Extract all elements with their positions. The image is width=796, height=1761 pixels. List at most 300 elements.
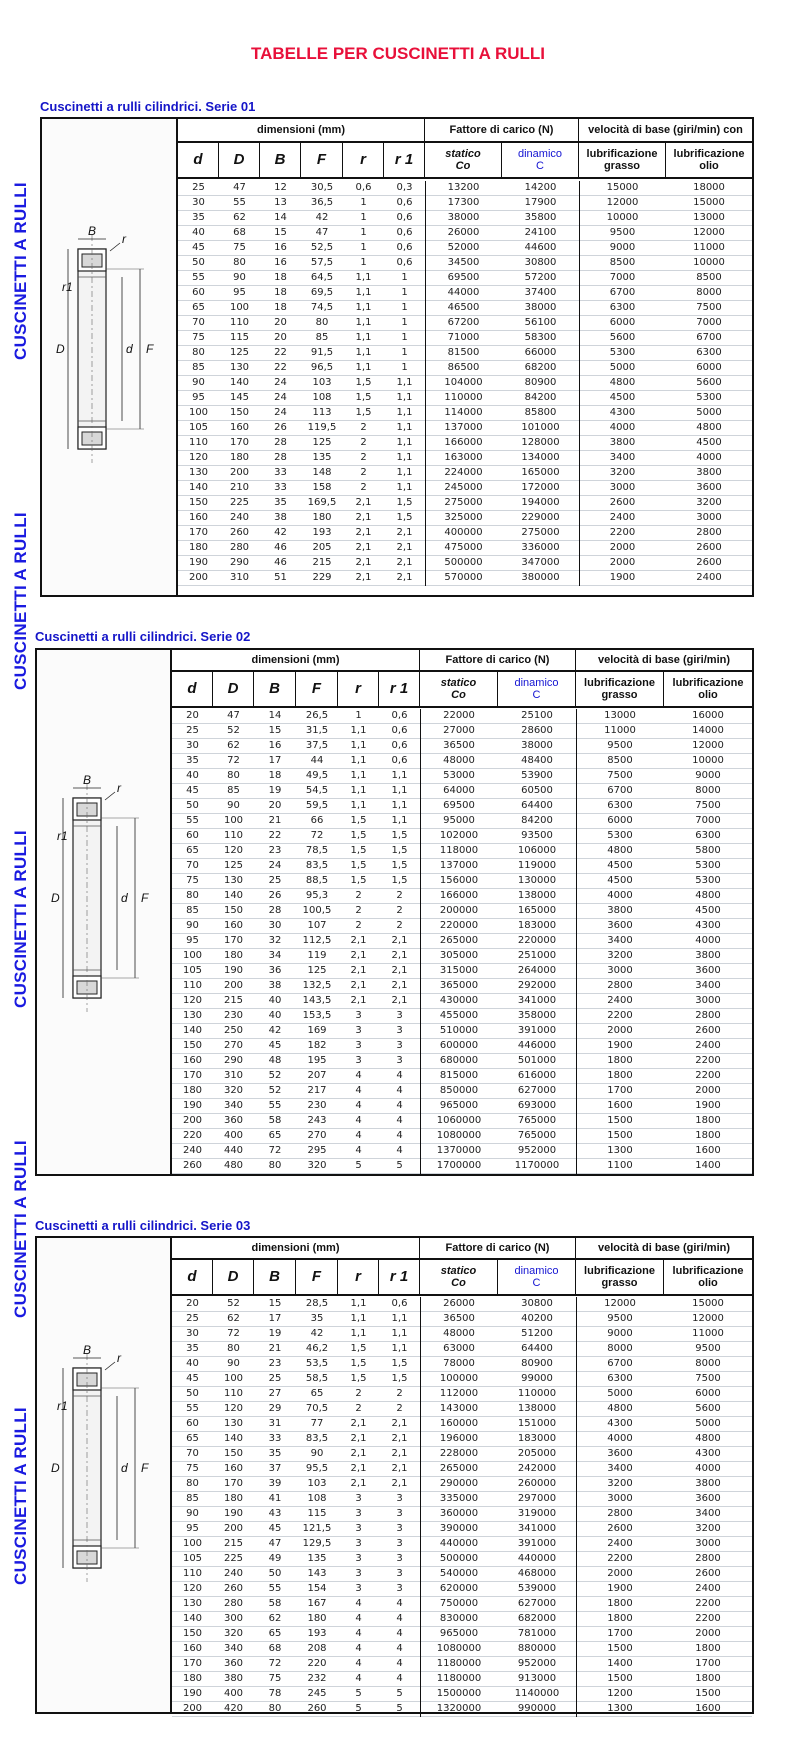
cell-statico: 48000 (443, 755, 475, 766)
cell-statico: 224000 (444, 467, 483, 478)
col-statico (420, 1260, 498, 1294)
cell-statico: 265000 (439, 935, 479, 946)
cell-olio: 15000 (693, 197, 725, 208)
cell-olio: 4300 (695, 920, 721, 931)
cell-r1: 2 (396, 905, 403, 916)
cell-statico: 510000 (439, 1025, 479, 1036)
table-row (178, 361, 752, 376)
cell-D: 310 (229, 572, 250, 583)
cell-olio: 7000 (696, 317, 722, 328)
cell-grasso: 2200 (609, 527, 636, 538)
cell-B: 55 (268, 1583, 282, 1594)
cell-dinamico: 37400 (524, 287, 557, 298)
cell-dinamico: 391000 (517, 1025, 557, 1036)
cell-r: 4 (355, 1628, 362, 1639)
cell-olio: 5300 (695, 875, 721, 886)
cell-dinamico: 205000 (517, 1448, 557, 1459)
cell-r: 2 (355, 890, 362, 901)
cell-B: 35 (268, 1448, 282, 1459)
cell-F: 121,5 (302, 1523, 332, 1534)
cell-D: 125 (223, 860, 244, 871)
cell-olio: 2000 (695, 1085, 721, 1096)
cell-d: 60 (192, 287, 205, 298)
cell-olio: 2800 (695, 1553, 721, 1564)
lub-olio-sub: olio (699, 160, 719, 172)
cell-F: 195 (307, 1055, 327, 1066)
cell-dinamico: 56100 (524, 317, 557, 328)
cell-statico: 620000 (439, 1583, 479, 1594)
cell-r1: 1,1 (396, 482, 413, 493)
cell-dinamico: 220000 (517, 935, 557, 946)
cell-r1: 1,5 (391, 1358, 408, 1369)
cell-r: 3 (355, 1538, 362, 1549)
cell-B: 18 (268, 770, 282, 781)
cell-B: 22 (268, 830, 282, 841)
cell-d: 55 (192, 272, 205, 283)
cell-d: 45 (186, 1373, 199, 1384)
header-dimensioni: dimensioni (mm) (172, 1238, 420, 1258)
cell-grasso: 1500 (607, 1643, 633, 1654)
table-row (172, 1144, 752, 1159)
cell-r: 1,5 (350, 1343, 367, 1354)
cell-r: 1,5 (350, 845, 367, 856)
cell-dinamico: 38000 (524, 302, 557, 313)
bearing-cross-section-svg (42, 119, 178, 595)
cell-grasso: 3800 (607, 905, 633, 916)
col-r: r (338, 1260, 379, 1294)
table-row (178, 466, 752, 481)
cell-grasso: 1500 (607, 1673, 633, 1684)
cell-F: 80 (315, 317, 329, 328)
cell-r: 1,5 (350, 860, 367, 871)
cell-grasso: 4500 (607, 860, 633, 871)
cell-statico: 680000 (439, 1055, 479, 1066)
lub-grasso-sub: grasso (603, 160, 641, 172)
cell-F: 28,5 (305, 1298, 329, 1309)
cell-statico: 36500 (443, 740, 475, 751)
label-D: D (51, 891, 60, 905)
col-D: D (219, 143, 260, 177)
table-row (178, 271, 752, 286)
table-row (178, 331, 752, 346)
cell-D: 400 (223, 1688, 244, 1699)
cell-dinamico: 24100 (524, 227, 557, 238)
cell-dinamico: 151000 (517, 1418, 557, 1429)
cell-statico: 965000 (439, 1100, 479, 1111)
cell-grasso: 3600 (607, 1448, 633, 1459)
cell-grasso: 9500 (609, 227, 636, 238)
bearing-drawing (37, 1238, 172, 1712)
cell-r: 2 (355, 920, 362, 931)
cell-F: 96,5 (310, 362, 334, 373)
cell-olio: 3000 (695, 1538, 721, 1549)
cell-r1: 3 (396, 1010, 403, 1021)
header-row-columns (172, 1260, 752, 1296)
cell-grasso: 3000 (607, 965, 633, 976)
cell-grasso: 15000 (606, 182, 639, 193)
cell-F: 230 (307, 1100, 327, 1111)
col-r: r (343, 143, 384, 177)
cell-B: 24 (274, 407, 287, 418)
dinamico-symbol: C (532, 689, 541, 701)
cell-dinamico: 358000 (517, 1010, 557, 1021)
cell-d: 50 (186, 1388, 199, 1399)
cell-olio: 5300 (696, 392, 722, 403)
cell-olio: 5000 (695, 1418, 721, 1429)
table-row (178, 226, 752, 241)
cell-dinamico: 51200 (521, 1328, 553, 1339)
cell-r: 2,1 (355, 542, 372, 553)
cell-D: 180 (229, 452, 250, 463)
cell-B: 72 (268, 1658, 282, 1669)
cell-statico: 1180000 (436, 1658, 482, 1669)
cell-olio: 4800 (695, 890, 721, 901)
cell-F: 135 (307, 1553, 327, 1564)
col-r1: r 1 (379, 672, 420, 706)
cell-olio: 7500 (696, 302, 722, 313)
cell-olio: 1400 (695, 1160, 721, 1171)
cell-F: 232 (307, 1673, 327, 1684)
table-row (172, 1657, 752, 1672)
cell-F: 180 (312, 512, 332, 523)
cell-r: 4 (355, 1130, 362, 1141)
cell-grasso: 12000 (606, 197, 639, 208)
table-row (178, 406, 752, 421)
cell-B: 18 (274, 287, 287, 298)
cell-dinamico: 693000 (517, 1100, 557, 1111)
cell-D: 270 (223, 1040, 244, 1051)
cell-D: 310 (223, 1070, 244, 1081)
cell-grasso: 1300 (607, 1703, 633, 1714)
label-r1: r1 (57, 1399, 68, 1413)
cell-r1: 1,1 (396, 392, 413, 403)
cell-B: 45 (268, 1040, 282, 1051)
cell-grasso: 3000 (607, 1493, 633, 1504)
table-row (178, 346, 752, 361)
dinamico-symbol: C (532, 1277, 541, 1289)
cell-dinamico: 347000 (521, 557, 560, 568)
cell-grasso: 10000 (606, 212, 639, 223)
table-row (172, 1069, 752, 1084)
cell-D: 380 (223, 1673, 244, 1684)
cell-r1: 1,1 (391, 770, 408, 781)
cell-r1: 2 (396, 920, 403, 931)
cell-d: 35 (192, 212, 205, 223)
cell-dinamico: 264000 (517, 965, 557, 976)
table-row (172, 739, 752, 754)
cell-D: 230 (223, 1010, 244, 1021)
cell-statico: 430000 (439, 995, 479, 1006)
cell-dinamico: 66000 (524, 347, 557, 358)
cell-olio: 5300 (695, 860, 721, 871)
cell-r1: 0,6 (391, 710, 408, 721)
cell-d: 140 (188, 482, 209, 493)
cell-grasso: 2200 (607, 1553, 633, 1564)
cell-statico: 830000 (439, 1613, 479, 1624)
cell-F: 35 (310, 1313, 324, 1324)
lub-olio-label: lubrificazione (673, 148, 745, 160)
col-lub-grasso (576, 672, 664, 706)
col-B: B (254, 1260, 296, 1294)
cell-dinamico: 58300 (524, 332, 557, 343)
cell-r1: 1 (401, 272, 408, 283)
cell-r: 3 (355, 1025, 362, 1036)
header-row-group (172, 650, 752, 672)
cell-grasso: 2400 (609, 512, 636, 523)
cell-grasso: 1800 (607, 1070, 633, 1081)
table-row (172, 1387, 752, 1402)
cell-olio: 3000 (695, 995, 721, 1006)
cell-olio: 12000 (693, 227, 725, 238)
cell-B: 52 (268, 1070, 282, 1081)
cell-r: 2 (360, 482, 367, 493)
label-r1: r1 (62, 280, 73, 294)
table-row (172, 874, 752, 889)
table-row (172, 1567, 752, 1582)
cell-r1: 2,1 (391, 1433, 408, 1444)
cell-d: 85 (186, 905, 199, 916)
section-title: Cuscinetti a rulli cilindrici. Serie 03 (35, 1218, 251, 1233)
cell-D: 90 (227, 1358, 240, 1369)
cell-olio: 7500 (695, 800, 721, 811)
cell-olio: 2400 (696, 572, 722, 583)
label-D: D (51, 1461, 60, 1475)
cell-B: 29 (268, 1403, 282, 1414)
cell-F: 42 (315, 212, 329, 223)
cell-F: 65 (310, 1388, 324, 1399)
cell-olio: 5000 (696, 407, 722, 418)
cell-dinamico: 44600 (524, 242, 557, 253)
cell-d: 120 (188, 452, 209, 463)
cell-d: 130 (188, 467, 209, 478)
cell-r: 2 (360, 437, 367, 448)
cell-d: 105 (182, 1553, 203, 1564)
cell-statico: 390000 (439, 1523, 479, 1534)
cell-d: 30 (186, 1328, 199, 1339)
cell-dinamico: 229000 (521, 512, 560, 523)
cell-F: 207 (307, 1070, 327, 1081)
cell-D: 55 (233, 197, 246, 208)
cell-statico: 26000 (443, 1298, 475, 1309)
cell-grasso: 6300 (609, 302, 636, 313)
cell-d: 130 (182, 1010, 203, 1021)
cell-olio: 3200 (696, 497, 722, 508)
cell-statico: 1080000 (436, 1130, 482, 1141)
cell-r1: 5 (396, 1703, 403, 1714)
cell-B: 33 (274, 467, 287, 478)
cell-B: 28 (274, 437, 287, 448)
cell-F: 270 (307, 1130, 327, 1141)
cell-r1: 2 (396, 1403, 403, 1414)
table-row (172, 844, 752, 859)
table-row (172, 1537, 752, 1552)
cell-grasso: 2000 (607, 1025, 633, 1036)
cell-dinamico: 765000 (517, 1130, 557, 1141)
cell-statico: 110000 (444, 392, 483, 403)
cell-D: 400 (223, 1130, 244, 1141)
cell-F: 53,5 (305, 1358, 329, 1369)
cell-grasso: 9500 (607, 1313, 633, 1324)
cell-d: 40 (186, 1358, 199, 1369)
cell-grasso: 1100 (607, 1160, 633, 1171)
table-row (172, 1552, 752, 1567)
cell-d: 180 (182, 1085, 203, 1096)
cell-r: 1,1 (350, 1298, 367, 1309)
cell-statico: 36500 (443, 1313, 475, 1324)
cell-F: 70,5 (305, 1403, 329, 1414)
cell-olio: 11000 (692, 1328, 724, 1339)
cell-r: 2,1 (355, 527, 372, 538)
cell-r: 1,1 (355, 287, 372, 298)
cell-dinamico: 138000 (517, 1403, 557, 1414)
cell-D: 170 (223, 935, 244, 946)
table-row (178, 316, 752, 331)
cell-dinamico: 627000 (517, 1085, 557, 1096)
cell-B: 72 (268, 1145, 282, 1156)
cell-grasso: 1700 (607, 1628, 633, 1639)
cell-B: 25 (268, 1373, 282, 1384)
cell-r: 3 (355, 1010, 362, 1021)
cell-B: 65 (268, 1130, 282, 1141)
cell-B: 20 (274, 317, 287, 328)
cell-statico: 196000 (439, 1433, 479, 1444)
cell-olio: 12000 (692, 740, 724, 751)
cell-olio: 2600 (696, 557, 722, 568)
cell-F: 83,5 (305, 860, 329, 871)
table-row (172, 1462, 752, 1477)
cell-B: 15 (274, 227, 287, 238)
cell-F: 154 (307, 1583, 327, 1594)
cell-r1: 1,5 (391, 860, 408, 871)
cell-dinamico: 35800 (524, 212, 557, 223)
cell-statico: 156000 (439, 875, 479, 886)
cell-D: 170 (229, 437, 250, 448)
cell-r: 1,1 (355, 272, 372, 283)
cell-grasso: 1800 (607, 1598, 633, 1609)
cell-grasso: 4500 (609, 392, 636, 403)
cell-d: 200 (182, 1115, 203, 1126)
cell-D: 180 (223, 950, 244, 961)
cell-grasso: 3200 (607, 1478, 633, 1489)
cell-D: 75 (233, 242, 246, 253)
table-row (178, 436, 752, 451)
table-body (172, 709, 752, 1174)
cell-B: 39 (268, 1478, 282, 1489)
cell-B: 20 (274, 332, 287, 343)
cell-dinamico: 85800 (524, 407, 557, 418)
cell-B: 21 (268, 1343, 282, 1354)
cell-dinamico: 68200 (524, 362, 557, 373)
statico-label: statico (440, 677, 477, 689)
cell-olio: 2600 (695, 1025, 721, 1036)
cell-d: 95 (186, 1523, 199, 1534)
cell-olio: 5600 (695, 1403, 721, 1414)
cell-olio: 5800 (695, 845, 721, 856)
table-row (172, 1039, 752, 1054)
cell-grasso: 9000 (609, 242, 636, 253)
statico-symbol: Co (451, 689, 466, 701)
cell-B: 38 (268, 980, 282, 991)
col-statico (420, 672, 498, 706)
cell-statico: 335000 (439, 1493, 479, 1504)
cell-F: 135 (312, 452, 332, 463)
cell-d: 100 (182, 950, 203, 961)
cell-B: 26 (268, 890, 282, 901)
cell-grasso: 1800 (607, 1613, 633, 1624)
cell-grasso: 3400 (607, 935, 633, 946)
cell-dinamico: 781000 (517, 1628, 557, 1639)
cell-D: 150 (223, 1448, 244, 1459)
cell-olio: 3800 (695, 1478, 721, 1489)
lub-grasso-label: lubrificazione (586, 148, 658, 160)
cell-d: 90 (186, 1508, 199, 1519)
cell-r: 1,1 (350, 770, 367, 781)
cell-d: 200 (182, 1703, 203, 1714)
label-d: d (121, 1461, 128, 1475)
col-F: F (296, 672, 338, 706)
cell-D: 210 (229, 482, 250, 493)
cell-r: 1 (360, 197, 367, 208)
cell-F: 245 (307, 1688, 327, 1699)
cell-statico: 570000 (444, 572, 483, 583)
cell-B: 22 (274, 362, 287, 373)
cell-dinamico: 990000 (517, 1703, 557, 1714)
cell-F: 59,5 (305, 800, 329, 811)
cell-B: 46 (274, 542, 287, 553)
cell-dinamico: 880000 (517, 1643, 557, 1654)
cell-r1: 0,6 (396, 257, 413, 268)
cell-d: 180 (188, 542, 209, 553)
cell-F: 91,5 (310, 347, 334, 358)
cell-d: 90 (192, 377, 205, 388)
cell-olio: 2800 (696, 527, 722, 538)
cell-grasso: 12000 (604, 1298, 636, 1309)
cell-B: 62 (268, 1613, 282, 1624)
cell-D: 160 (229, 422, 250, 433)
cell-d: 130 (182, 1598, 203, 1609)
cell-olio: 1600 (695, 1703, 721, 1714)
cell-r: 4 (355, 1100, 362, 1111)
cell-dinamico: 106000 (517, 845, 557, 856)
cell-r: 2 (355, 905, 362, 916)
cell-D: 100 (229, 302, 250, 313)
cell-d: 60 (186, 830, 199, 841)
cell-dinamico: 64400 (521, 1343, 553, 1354)
table-row (178, 451, 752, 466)
cell-dinamico: 53900 (521, 770, 553, 781)
cell-dinamico: 38000 (521, 740, 553, 751)
label-B: B (83, 773, 92, 787)
cell-grasso: 2400 (607, 1538, 633, 1549)
cell-r: 1 (360, 212, 367, 223)
table-row (178, 211, 752, 226)
cell-r: 4 (355, 1673, 362, 1684)
cell-D: 140 (229, 377, 250, 388)
col-lub-olio (666, 143, 752, 177)
column-divider (576, 1297, 577, 1717)
cell-B: 15 (268, 725, 282, 736)
cell-D: 250 (223, 1025, 244, 1036)
cell-D: 160 (223, 920, 244, 931)
cell-d: 150 (182, 1628, 203, 1639)
bearing-drawing (37, 650, 172, 1174)
cell-B: 68 (268, 1643, 282, 1654)
cell-grasso: 6300 (607, 800, 633, 811)
cell-d: 140 (182, 1613, 203, 1624)
cell-B: 17 (268, 1313, 282, 1324)
cell-r1: 4 (396, 1070, 403, 1081)
cell-olio: 2200 (695, 1055, 721, 1066)
